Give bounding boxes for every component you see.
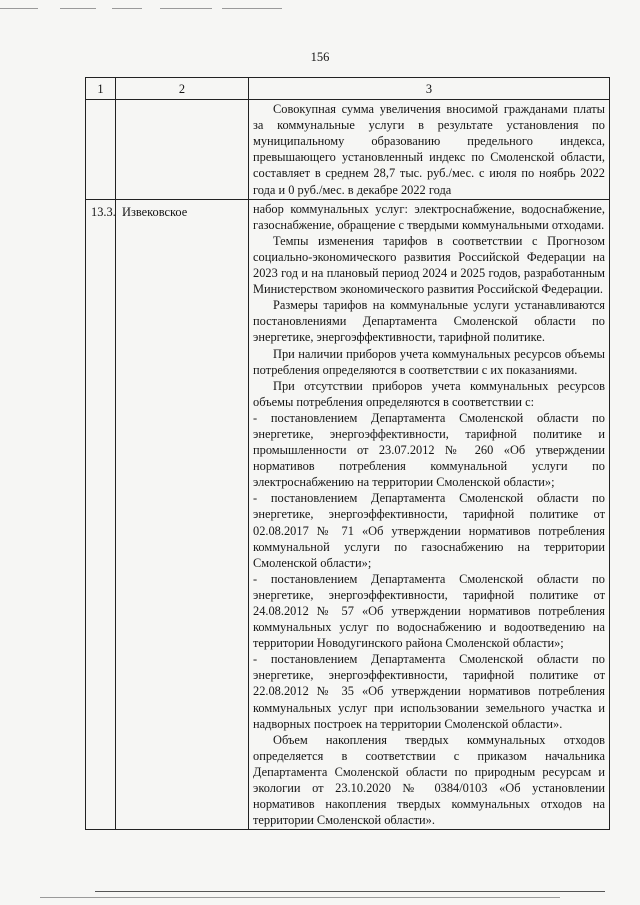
table-row <box>86 100 610 200</box>
paragraph: - постановлением Департамента Смоленской области по энергетике, энергоэффективности, тарифной политике от 22.08.2012 № 35 «Об утверждении нормативов потребления коммунальных услуг при использовании земельного участка и надворных построек на территории Смоленской области». <box>253 652 605 731</box>
paragraph: При отсутствии приборов учета коммунальных ресурсов объемы потребления определяются в соответствии с: <box>253 378 605 409</box>
paragraph: - постановлением Департамента Смоленской области по энергетике, энергоэффективности, тарифной политике и промышленности от 23.07.2012 № 260 «Об утверждении нормативов потребления коммунальной услуги по электроснабжению на территории Смоленской области»; <box>253 410 605 490</box>
row-number: 13.3. <box>86 199 116 830</box>
paragraph: Темпы изменения тарифов в соответствии с Прогнозом социально-экономического развития Российской Федерации на 2023 год и на плановый период 2024 и 2025 годов, разработанным Министерством экономического развития Российской Федерации. <box>253 233 605 297</box>
table-row <box>86 199 610 830</box>
row-number <box>86 100 116 200</box>
municipality-name: Извековское <box>116 199 249 830</box>
scan-edge-bottom <box>40 897 560 898</box>
row-description <box>249 199 610 830</box>
paragraph: Размеры тарифов на коммунальные услуги устанавливаются постановлениями Департамента Смоленской области по энергетике, энергоэффективности, тарифной политике. <box>253 298 605 345</box>
scan-edge-bottom <box>95 891 605 892</box>
page-number: 156 <box>310 50 330 64</box>
paragraph: - постановлением Департамента Смоленской области по энергетике, энергоэффективности, тарифной политике от 02.08.2017 № 71 «Об утверждении нормативов потребления коммунальной услуги по газоснабжению на территории Смоленской области»; <box>253 491 605 570</box>
column-header: 1 <box>86 78 116 100</box>
paragraph: Совокупная сумма увеличения вносимой гражданами платы за коммунальные услуги в результате установления по муниципальному образованию предельного индекса, превышающего установленный индекс по Смоленской области, составляет в среднем 28,7 тыс. руб./мес. с июля по ноябрь 2022 года и 0 руб./мес. в декабре 2022 года <box>253 102 605 197</box>
scan-edge-top <box>0 8 640 10</box>
document-table <box>85 77 610 830</box>
municipality-name <box>116 100 249 200</box>
paragraph: Объем накопления твердых коммунальных отходов определяется в соответствии с приказом начальника Департамента Смоленской области по природным ресурсам и экологии от 23.10.2020 № 0384/0103 «Об установлении нормативов накопления твердых коммунальных отходов на территории Смоленской области». <box>253 732 605 828</box>
row-description <box>249 100 610 200</box>
paragraph: - постановлением Департамента Смоленской области по энергетике, энергоэффективности, тарифной политике от 24.08.2012 № 57 «Об утверждении нормативов потребления коммунальных услуг по водоснабжению и водоотведению на территории Новодугинского района Смоленской области»; <box>253 571 605 651</box>
column-header: 3 <box>249 78 610 100</box>
paragraph: При наличии приборов учета коммунальных ресурсов объемы потребления определяются в соответствии с их показаниями. <box>253 346 605 377</box>
paragraph: набор коммунальных услуг: электроснабжение, водоснабжение, газоснабжение, обращение с твердыми коммунальными отходами. <box>253 201 605 232</box>
column-header: 2 <box>116 78 249 100</box>
table-header-row <box>86 78 610 100</box>
